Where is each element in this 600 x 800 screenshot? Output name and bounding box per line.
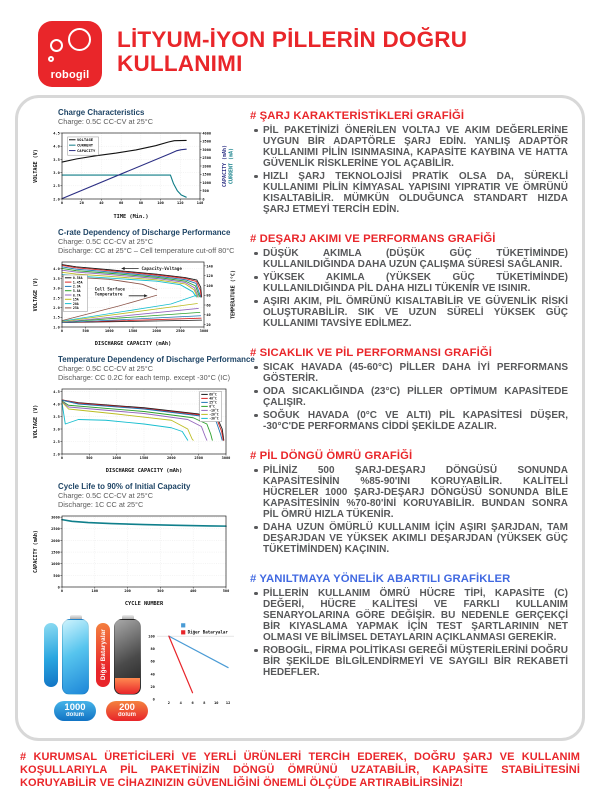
svg-text:0.58A: 0.58A [72,276,83,281]
chart-subtitle: Charge: 0.5C CC-CV at 25°C [58,117,153,126]
charge-characteristics-plot [32,128,238,220]
svg-text:3000: 3000 [202,147,212,152]
chart-subtitle: Charge: 0.5C CC-CV at 25°C [58,237,153,246]
svg-text:2.5: 2.5 [53,296,60,301]
svg-text:0: 0 [57,585,60,590]
other-brand-pill [96,623,110,687]
svg-text:1500: 1500 [128,329,138,334]
svg-text:Cell Surface: Cell Surface [94,286,125,292]
bullet-item: ROBOGİL, FİRMA POLİTİKASI GEREĞİ MÜŞTERİLERİNİ DOĞRU BİR ŞEKİLDE BİLGİLENDİRMEYİ VE SAYGILI BİR REKABETİ HEDEFLER. [263,645,568,678]
svg-text:12: 12 [225,701,231,706]
svg-text:100: 100 [148,634,155,639]
svg-text:6: 6 [191,701,194,706]
svg-text:0: 0 [202,197,205,202]
svg-text:4: 4 [179,701,182,706]
badge-value: 200 [119,702,135,713]
bullet-item: YÜKSEK AKIMLA (YÜKSEK GÜÇ TÜKETİMİNDE) KULLANILDIĞINDA PİL DAHA HIZLI TÜKENİR VE ISINIR. [263,272,568,294]
chart-subtitle: Discharge: 1C CC at 25°C [58,500,144,509]
svg-text:100: 100 [206,283,213,288]
svg-text:80: 80 [150,647,155,652]
svg-text:VOLTAGE (V): VOLTAGE (V) [32,404,39,439]
svg-text:3.5: 3.5 [53,276,60,281]
bullet-item: ODA SICAKLIĞINDA (23°C) PİLLER OPTİMUM KAPASİTEDE ÇALIŞIR. [263,386,568,408]
svg-text:60: 60 [118,201,124,206]
logo-circle-icon [50,39,63,52]
svg-text:3.0: 3.0 [53,427,60,432]
chart-temperature-discharge [32,355,255,474]
temperature-discharge-plot [32,384,238,474]
logo-wordmark: robogil [50,69,90,81]
page-title-line1: LİTYUM-İYON PİLLERİN DOĞRU [117,27,468,52]
svg-text:Temperature: Temperature [94,291,123,297]
section-heading: # PİL DÖNGÜ ÖMRÜ GRAFİĞİ [250,450,413,462]
svg-text:VOLTAGE: VOLTAGE [77,137,94,143]
bullet-item: PİLLERİN KULLANIM ÖMRÜ HÜCRE TİPİ, KAPASİTE (C) DEĞERİ, HÜCRE KALİTESİ VE FARKLI KULLANIM SENARYOLARINA GÖRE DEĞİŞİR. BU NEDENLE GERÇEKÇİ BİR KIYASLAMA YAPMAK İÇİN TEST ŞARTLARININ NET OLMASI VE BİLİMSEL DETAYLARIN AÇIKLANMASI GEREKİR. [263,588,568,643]
svg-text:Capacity-Voltage: Capacity-Voltage [141,265,182,271]
svg-text:3000: 3000 [221,456,231,461]
bullet-list [250,125,568,215]
bullet-item: DAHA UZUN ÖMÜRLÜ KULLANIM İÇİN AŞIRI ŞARJDAN, TAM DEŞARJDAN VE YÜKSEK AKIMLI DEŞARJDAN (YÜKSEK GÜÇ TÜKETİMİNDEN) KAÇININ. [263,522,568,555]
svg-text:0: 0 [60,589,64,594]
robogil-battery-icon [62,615,89,695]
svg-text:CYCLE NUMBER: CYCLE NUMBER [124,601,164,607]
svg-text:CAPACITY: CAPACITY [77,147,96,153]
svg-text:60: 60 [206,303,211,308]
svg-text:3.5: 3.5 [53,157,60,162]
battery-capacity-mini-chart [146,619,238,711]
section-sicaklik-performans [250,347,568,434]
chart-title: Charge Characteristics [58,108,145,117]
c-rate-discharge-plot [32,257,238,347]
svg-text:CURRENT (mA): CURRENT (mA) [228,147,235,185]
svg-text:1500: 1500 [51,550,60,555]
svg-text:2500: 2500 [176,329,185,334]
svg-text:2000: 2000 [167,456,176,461]
svg-text:DISCHARGE CAPACITY (mAh): DISCHARGE CAPACITY (mAh) [94,341,172,347]
svg-text:3500: 3500 [202,139,212,144]
svg-text:3000: 3000 [51,515,60,520]
bullet-item: HIZLI ŞARJ TEKNOLOJİSİ PRATİK OLSA DA, SÜREKLİ KULLANIMI PİLİN KİMYASAL YAPISINI YIPRATIR VE ÖMRÜNÜ KISALTABİLİR. MÜMKÜN OLDUĞUNCA STANDART HIZDA ŞARJ ETMEYİ TERCİH EDİN. [263,171,568,215]
svg-text:2500: 2500 [202,156,212,161]
svg-text:20: 20 [79,201,84,206]
svg-text:25A: 25A [72,306,79,311]
bullet-item: PİLİNİZ 500 ŞARJ-DEŞARJ DÖNGÜSÜ SONUNDA KAPASİTESİNİN %85-90'INI KORUYABİLİR. KALİTELİ HÜCRELER 1000 ŞARJ-DEŞARJ DÖNGÜSÜ SONUNDA BİLE KAPASİTESİNİN %70-80'İNİ KORUYABİLİR. BUNDAN SONRA PİL ÖMRÜ HIZLA TÜKENİR. [263,465,568,520]
footer-note: # KURUMSAL ÜRETİCİLERİ VE YERLİ ÜRÜNLERİ TERCİH EDEREK, DOĞRU ŞARJ VE KULLANIM KOŞULLARIYLA PİL PAKETİNİZİN DÖNGÜ ÖMRÜNÜ UZATABİLİR, KAPASİTE STABİLİTESİNİ KORUYABİLİR VE CİHAZINIZIN GÜVENLİĞİNİ ÖNEMLİ ÖLÇÜDE ARTIRABİLİRSİNİZ! [20,751,580,789]
charts-column [32,108,255,730]
svg-text:500: 500 [222,589,230,594]
svg-text:2.5: 2.5 [53,184,60,189]
svg-text:400: 400 [189,589,197,594]
section-yaniltici-grafikler [250,573,568,680]
svg-text:2500: 2500 [194,456,203,461]
section-dongu-omru [250,450,568,557]
svg-text:40: 40 [150,672,155,677]
cycle-life-plot [32,511,238,607]
svg-text:1000: 1000 [202,180,212,185]
svg-text:2.9A: 2.9A [72,284,81,289]
chart-title: Temperature Dependency of Discharge Performance [58,355,255,364]
badge-200-cycles [106,701,148,721]
svg-text:20: 20 [206,322,211,327]
svg-text:CAPACITY (mAh): CAPACITY (mAh) [32,530,39,573]
other-brand-label: Diğer Bataryalar [99,629,107,681]
robogil-fill-pill [44,623,58,687]
svg-text:3.5: 3.5 [53,414,60,419]
svg-text:20A: 20A [72,301,79,306]
svg-text:200: 200 [124,589,131,594]
svg-text:15A: 15A [72,297,79,302]
svg-text:2.5: 2.5 [53,439,60,444]
svg-text:1000: 1000 [105,329,114,334]
svg-text:2000: 2000 [152,329,161,334]
chart-charge-characteristics [32,108,244,220]
battery-low-charge-fill [115,678,140,694]
chart-subtitle: Discharge: CC at 25°C – Cell temperature cut-off 80°C [58,246,235,255]
svg-text:40°C: 40°C [209,396,217,401]
svg-text:40: 40 [206,313,211,318]
svg-text:1500: 1500 [139,456,149,461]
page-header [0,0,600,91]
svg-text:20: 20 [150,684,155,689]
svg-text:60°C: 60°C [209,392,217,397]
svg-text:3.0: 3.0 [53,286,60,291]
svg-text:2.0: 2.0 [53,305,60,310]
svg-text:10: 10 [214,701,219,706]
chart-subtitle: Charge: 0.5C CC-CV at 25°C [58,364,153,373]
bullet-list [250,588,568,678]
svg-text:1.5: 1.5 [53,315,60,320]
badge-value: 1000 [64,702,86,713]
svg-text:Diğer Bataryalar: Diğer Bataryalar [187,629,228,635]
chart-title: Cycle Life to 90% of Initial Capacity [58,482,191,491]
svg-text:2.0: 2.0 [53,452,60,457]
logo-circle-icon [68,28,91,51]
svg-text:0: 0 [152,697,155,702]
svg-text:2.0: 2.0 [53,197,60,202]
svg-text:4000: 4000 [202,131,212,136]
svg-text:1.45A: 1.45A [72,280,83,285]
svg-text:100: 100 [91,589,99,594]
svg-text:0°C: 0°C [209,404,215,409]
svg-text:4.0: 4.0 [53,402,60,407]
chart-cycle-life [32,482,244,607]
badge-1000-cycles [54,701,96,721]
svg-text:80: 80 [206,293,211,298]
svg-text:100: 100 [157,201,164,206]
svg-text:0: 0 [60,329,64,334]
chart-subtitle: Discharge: CC 0.2C for each temp. except -30°C (IC) [58,373,231,382]
battery-body [114,619,141,695]
svg-text:2: 2 [167,701,170,706]
svg-text:120: 120 [177,201,184,206]
bullet-item: PİL PAKETİNİZİ ÖNERİLEN VOLTAJ VE AKIM DEĞERLERİNE UYGUN BİR ADAPTÖRLE ŞARJ EDİN. YANLIŞ ADAPTÖR KULLANIMI PİLİN ISINMASINA, KAPASİTE KAYBINA VE HATTA GÜVENLİK RİSKLERİNE YOL AÇABİLİR. [263,125,568,169]
other-battery-icon [114,615,141,695]
svg-text:500: 500 [82,329,89,334]
svg-text:-10°C: -10°C [209,408,219,413]
chart-title: C-rate Dependency of Discharge Performance [58,228,231,237]
badge-unit: dolum [66,712,84,718]
svg-text:140: 140 [196,201,204,206]
svg-text:60: 60 [150,659,155,664]
bullet-item: SOĞUK HAVADA (0°C VE ALTI) PİL KAPASİTESİ DÜŞER, -30°C'DE PERFORMANS CİDDİ ŞEKİLDE AZALIR. [263,410,568,432]
svg-text:-20°C: -20°C [209,412,219,417]
robogil-logo [38,21,102,87]
svg-text:8.7A: 8.7A [72,293,81,298]
svg-text:4.0: 4.0 [53,144,60,149]
svg-text:CAPACITY (mAh): CAPACITY (mAh) [222,144,228,188]
svg-text:1.0: 1.0 [53,325,60,330]
page-title [117,21,467,77]
bullet-item: DÜŞÜK AKIMLA (DÜŞÜK GÜÇ TÜKETİMİNDE) KULLANILDIĞINDA DAHA UZUN ÇALIŞMA SÜRESİ SAĞLANIR. [263,248,568,270]
svg-text:0: 0 [60,456,64,461]
bullet-list [250,362,568,432]
battery-body [62,619,89,695]
content-card [15,95,585,741]
svg-text:120: 120 [206,274,213,279]
svg-text:2000: 2000 [202,164,212,169]
svg-text:300: 300 [157,589,164,594]
bullet-list [250,465,568,555]
svg-text:1000: 1000 [51,562,60,567]
svg-text:CURRENT: CURRENT [77,142,94,148]
chart-subtitle: Charge: 0.5C CC-CV at 25°C [58,491,153,500]
svg-text:500: 500 [53,573,60,578]
svg-text:4.5: 4.5 [53,389,60,394]
svg-text:4.0: 4.0 [53,267,60,272]
section-desarj-akimi [250,233,568,331]
badge-unit: dolum [118,712,136,718]
svg-text:140: 140 [206,264,213,269]
section-heading: # ŞARJ KARAKTERİSTİKLERİ GRAFİĞİ [250,110,465,122]
logo-circle-icon [48,56,54,62]
svg-text:0: 0 [60,201,64,206]
text-column [250,108,572,730]
svg-text:1000: 1000 [112,456,121,461]
svg-text:40: 40 [99,201,104,206]
bullet-item: SICAK HAVADA (45-60°C) PİLLER DAHA İYİ PERFORMANS GÖSTERİR. [263,362,568,384]
svg-text:500: 500 [202,189,209,194]
bullet-item: AŞIRI AKIM, PİL ÖMRÜNÜ KISALTABİLİR VE GÜVENLİK RİSKİ OLUŞTURABİLİR. SIK VE UZUN SÜRELİ YÜKSEK GÜÇ KULLANIMI TAVSİYE EDİLMEZ. [263,296,568,329]
bullet-list [250,248,568,329]
chart-c-rate-discharge [32,228,244,347]
svg-text:VOLTAGE (V): VOLTAGE (V) [32,149,39,183]
svg-text:1500: 1500 [202,172,212,177]
svg-text:3000: 3000 [199,329,209,334]
svg-text:25°C: 25°C [209,400,217,405]
svg-text:2500: 2500 [51,527,60,532]
svg-text:VOLTAGE (V): VOLTAGE (V) [32,277,39,312]
svg-text:-30°C: -30°C [209,416,219,421]
section-heading: # YANILTMAYA YÖNELİK ABARTILI GRAFİKLER [250,573,511,585]
svg-text:3.0: 3.0 [53,171,60,175]
svg-text:500: 500 [86,456,93,461]
page-title-line2: KULLANIMI [117,51,243,77]
svg-text:2000: 2000 [51,538,60,543]
section-heading: # DEŞARJ AKIMI VE PERFORMANS GRAFİĞİ [250,233,496,245]
svg-text:4.5: 4.5 [53,131,60,136]
svg-text:TEMPERATURE (°C): TEMPERATURE (°C) [230,269,237,320]
svg-text:5.8A: 5.8A [72,289,81,293]
svg-text:TIME (Min.): TIME (Min.) [113,214,149,220]
section-sarj-karakteristikleri [250,110,568,217]
svg-text:80: 80 [138,201,144,206]
svg-text:8: 8 [203,701,206,706]
section-heading: # SICAKLIK VE PİL PERFORMANSI GRAFİĞİ [250,347,493,359]
svg-text:DISCHARGE CAPACITY (mAh): DISCHARGE CAPACITY (mAh) [105,468,183,474]
battery-comparison-graphic [32,615,244,723]
